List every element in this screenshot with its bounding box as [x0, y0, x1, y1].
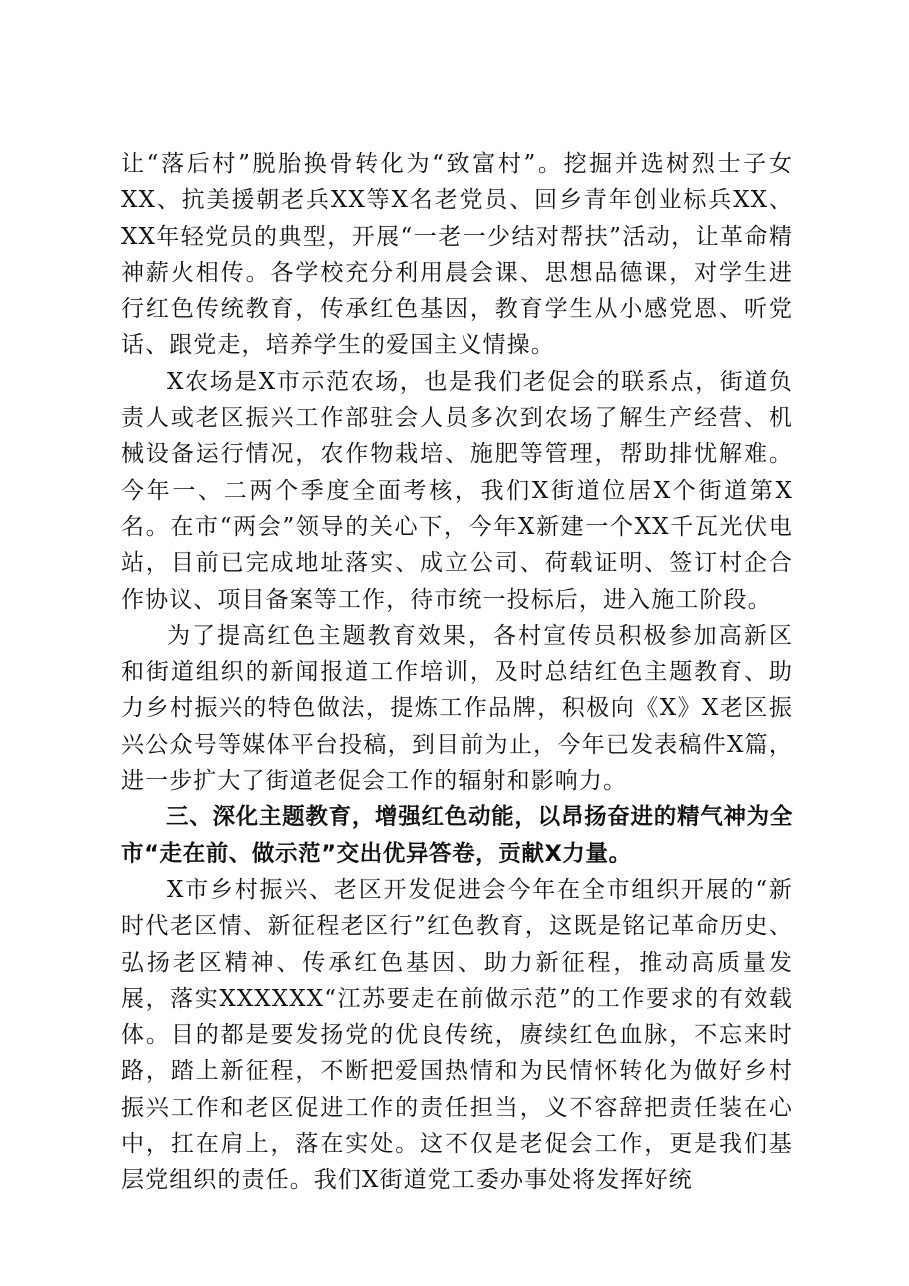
paragraph-publicity: 为了提高红色主题教育效果，各村宣传员积极参加高新区和街道组织的新闻报道工作培训，及时总结红色主题教育、助力乡村振兴的特色做法，提炼工作品牌，积极向《X》X老区振兴公众号等媒体平台投稿，到目前为止，今年已发表稿件X篇，进一步扩大了街道老促会工作的辐射和影响力。	[121, 622, 793, 795]
paragraph-red-education: X市乡村振兴、老区开发促进会今年在全市组织开展的“新时代老区情、新征程老区行”红色教育，这既是铭记革命历史、弘扬老区精神、传承红色基因、助力新征程，推动高质量发展，落实XXXXXX“江苏要走在前做示范”的工作要求的有效载体。目的都是要发扬党的优良传统，赓续红色血脉，不忘来时路，踏上新征程，不断把爱国热情和为民情怀转化为做好乡村振兴工作和老区促进工作的责任担当，义不容辞把责任装在心中，扛在肩上，落在实处。这不仅是老促会工作，更是我们基层党组织的责任。我们X街道党工委办事处将发挥好统	[121, 876, 793, 1194]
document-body	[121, 146, 793, 1199]
paragraph-continuation: 让“落后村”脱胎换骨转化为“致富村”。挖掘并选树烈士子女XX、抗美援朝老兵XX等X名老党员、回乡青年创业标兵XX、XX年轻党员的典型，开展“一老一少结对帮扶”活动，让革命精神薪火相传。各学校充分利用晨会课、思想品德课，对学生进行红色传统教育，传承红色基因，教育学生从小感党恩、听党话、跟党走，培养学生的爱国主义情操。	[121, 151, 793, 359]
paragraph-farm: X农场是X市示范农场，也是我们老促会的联系点，街道负责人或老区振兴工作部驻会人员多次到农场了解生产经营、机械设备运行情况，农作物栽培、施肥等管理，帮助排忧解难。今年一、二两个季度全面考核，我们X街道位居X个街道第X名。在市“两会”领导的关心下，今年X新建一个XX千瓦光伏电站，目前已完成地址落实、成立公司、荷载证明、签订村企合作协议、项目备案等工作，待市统一投标后，进入施工阶段。	[121, 368, 793, 613]
section-heading-three: 三、深化主题教育，增强红色动能，以昂扬奋进的精气神为全市“走在前、做示范”交出优异答卷，贡献X力量。	[121, 804, 793, 867]
